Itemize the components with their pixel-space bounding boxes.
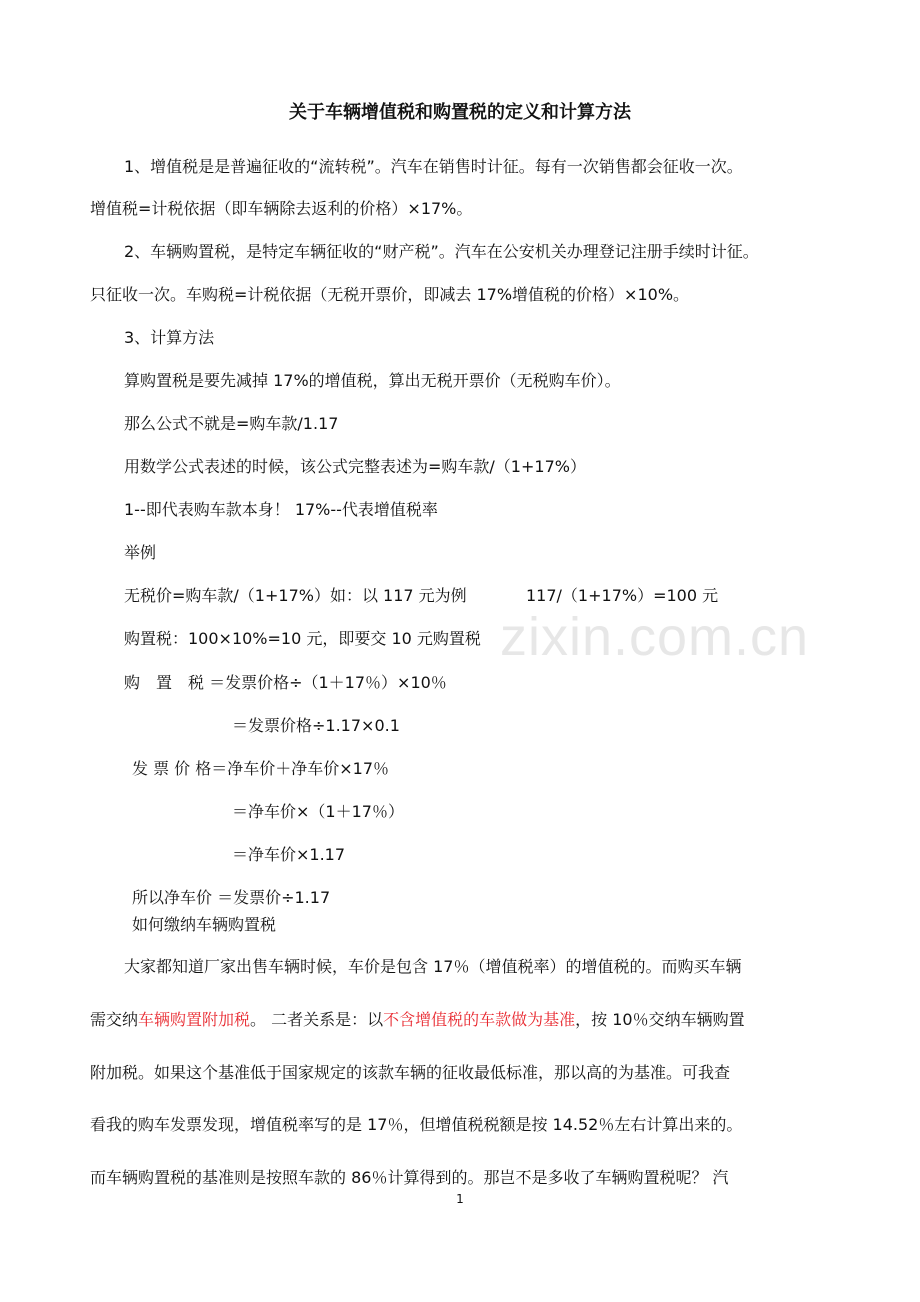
body-line: 需交纳车辆购置附加税。 二者关系是：以不含增值税的车款做为基准，按 10％交纳车辆购置 xyxy=(90,1010,745,1029)
formula-line: 发 票 价 格＝净车价＋净车价×17％ xyxy=(132,759,390,778)
paragraph-2-line-2: 只征收一次。车购税=计税依据（无税开票价，即减去 17%增值税的价格）×10%。 xyxy=(90,285,690,304)
example-heading: 举例 xyxy=(124,543,157,562)
watermark: zixin.com.cn xyxy=(500,607,810,667)
text-line: 算购置税是要先减掉 17%的增值税，算出无税开票价（无税购车价）。 xyxy=(124,371,621,390)
text-line: 1--即代表购车款本身！ 17%--代表增值税率 xyxy=(124,500,438,519)
body-line: 大家都知道厂家出售车辆时候，车价是包含 17％（增值税率）的增值税的。而购买车辆 xyxy=(124,957,742,976)
paragraph-2-line-1: 2、车辆购置税，是特定车辆征收的“财产税”。汽车在公安机关办理登记注册手续时计征。 xyxy=(124,242,759,261)
text-line: 用数学公式表述的时候，该公式完整表述为=购车款/（1+17%） xyxy=(124,457,586,476)
formula-line: 所以净车价 ＝发票价÷1.17 xyxy=(132,888,331,907)
highlight-text: 车辆购置附加税 xyxy=(138,1010,251,1029)
page-number: 1 xyxy=(456,1192,464,1206)
formula-line: 购 置 税 ＝发票价格÷（1＋17％）×10％ xyxy=(124,673,447,692)
paragraph-1-line-1: 1、增值税是是普遍征收的“流转税”。汽车在销售时计征。每有一次销售都会征收一次。 xyxy=(124,157,743,176)
section-3-heading: 3、计算方法 xyxy=(124,328,215,347)
highlight-text: 不含增值税的车款做为基准 xyxy=(383,1010,576,1029)
subheading: 如何缴纳车辆购置税 xyxy=(132,915,277,934)
example-line: 购置税：100×10%=10 元，即要交 10 元购置税 xyxy=(124,629,481,648)
formula-line: ＝净车价×1.17 xyxy=(232,845,346,864)
body-line: 附加税。如果这个基准低于国家规定的该款车辆的征收最低标准，那以高的为基准。可我查 xyxy=(90,1063,731,1082)
formula-line: ＝净车价×（1＋17％） xyxy=(232,802,404,821)
body-line: 看我的购车发票发现，增值税率写的是 17％，但增值税税额是按 14.52％左右计算出来的。 xyxy=(90,1115,743,1134)
example-line: 无税价=购车款/（1+17%）如：以 117 元为例 xyxy=(124,586,467,605)
text-line: 那么公式不就是=购车款/1.17 xyxy=(124,414,339,433)
example-result: 117/（1+17%）=100 元 xyxy=(526,586,719,605)
body-line: 而车辆购置税的基准则是按照车款的 86％计算得到的。那岂不是多收了车辆购置税呢？ 汽 xyxy=(90,1168,729,1187)
formula-line: ＝发票价格÷1.17×0.1 xyxy=(232,716,400,735)
paragraph-1-line-2: 增值税=计税依据（即车辆除去返利的价格）×17%。 xyxy=(90,199,473,218)
document-title: 关于车辆增值税和购置税的定义和计算方法 xyxy=(289,102,631,123)
